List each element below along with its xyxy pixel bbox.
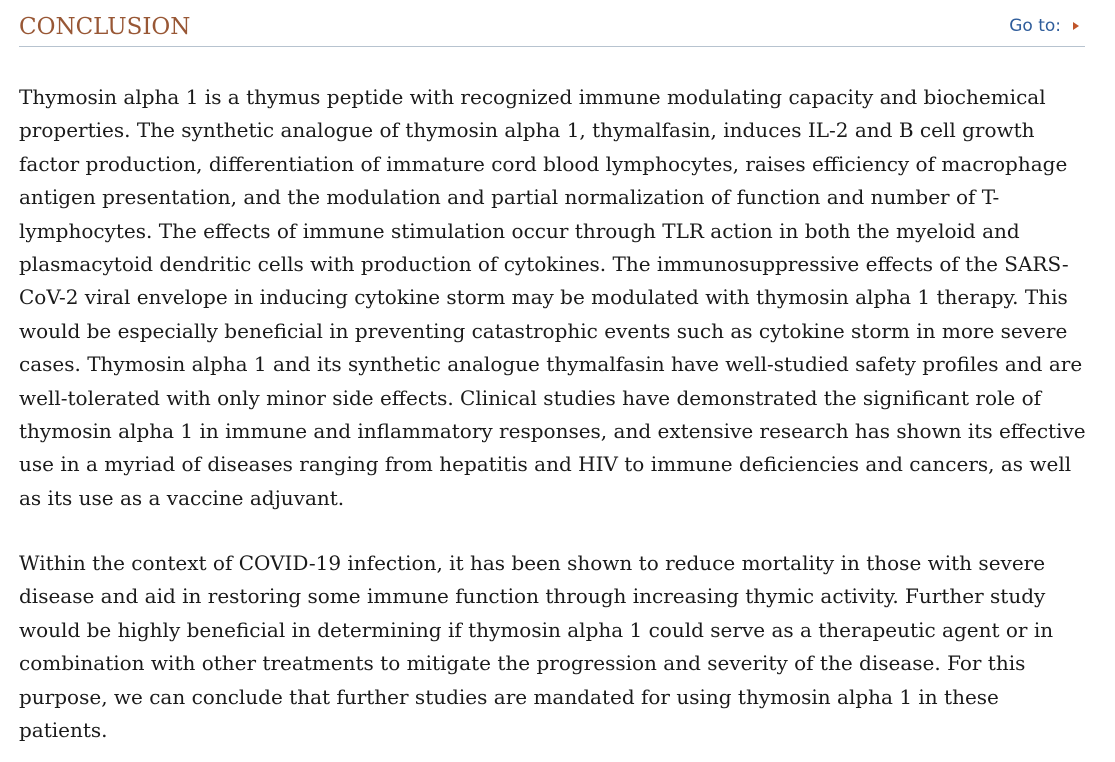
paragraph-1: Thymosin alpha 1 is a thymus peptide with recognized immune modulating capacity and biochemical properties. The synthetic analogue of thymosin alpha 1, thymalfasin, induces IL-2 and B cell growth factor production, differentiation of immature cord blood lymphocytes, raises efficiency of macrophage antigen presentation, and the modulation and partial normalization of function and number of T-lymphocytes. The effects of immune stimulation occur through TLR action in both the myeloid and plasmacytoid dendritic cells with production of cytokines. The immunosuppressive effects of the SARS-CoV-2 viral envelope in inducing cytokine storm may be modulated with thymosin alpha 1 therapy. This would be especially beneficial in preventing catastrophic events such as cytokine storm in more severe cases. Thymosin alpha 1 and its synthetic analogue thymalfasin have well-studied safety profiles and are well-tolerated with only minor side effects. Clinical studies have demonstrated the significant role of thymosin alpha 1 in immune and inflammatory responses, and extensive research has shown its effective use in a myriad of diseases ranging from hepatitis and HIV to immune deficiencies and cancers, as well as its use as a vaccine adjuvant.	[19, 85, 1086, 510]
goto-label[interactable]: Go to:	[1009, 16, 1061, 36]
section-header	[19, 0, 1085, 47]
conclusion-section	[19, 0, 1086, 743]
goto-link[interactable]	[1009, 14, 1079, 38]
paragraph-2: Within the context of COVID-19 infection, it has been shown to reduce mortality in those with severe disease and aid in restoring some immune function through increasing thymic activity. Further study would be highly beneficial in determining if thymosin alpha 1 could serve as a therapeutic agent or in combination with other treatments to mitigate the progression and severity of the disease. For this purpose, we can conclude that further studies are mandated for using thymosin alpha 1 in these patients.	[19, 551, 1054, 743]
section-title: CONCLUSION	[19, 14, 191, 40]
triangle-right-icon[interactable]	[1073, 22, 1079, 30]
